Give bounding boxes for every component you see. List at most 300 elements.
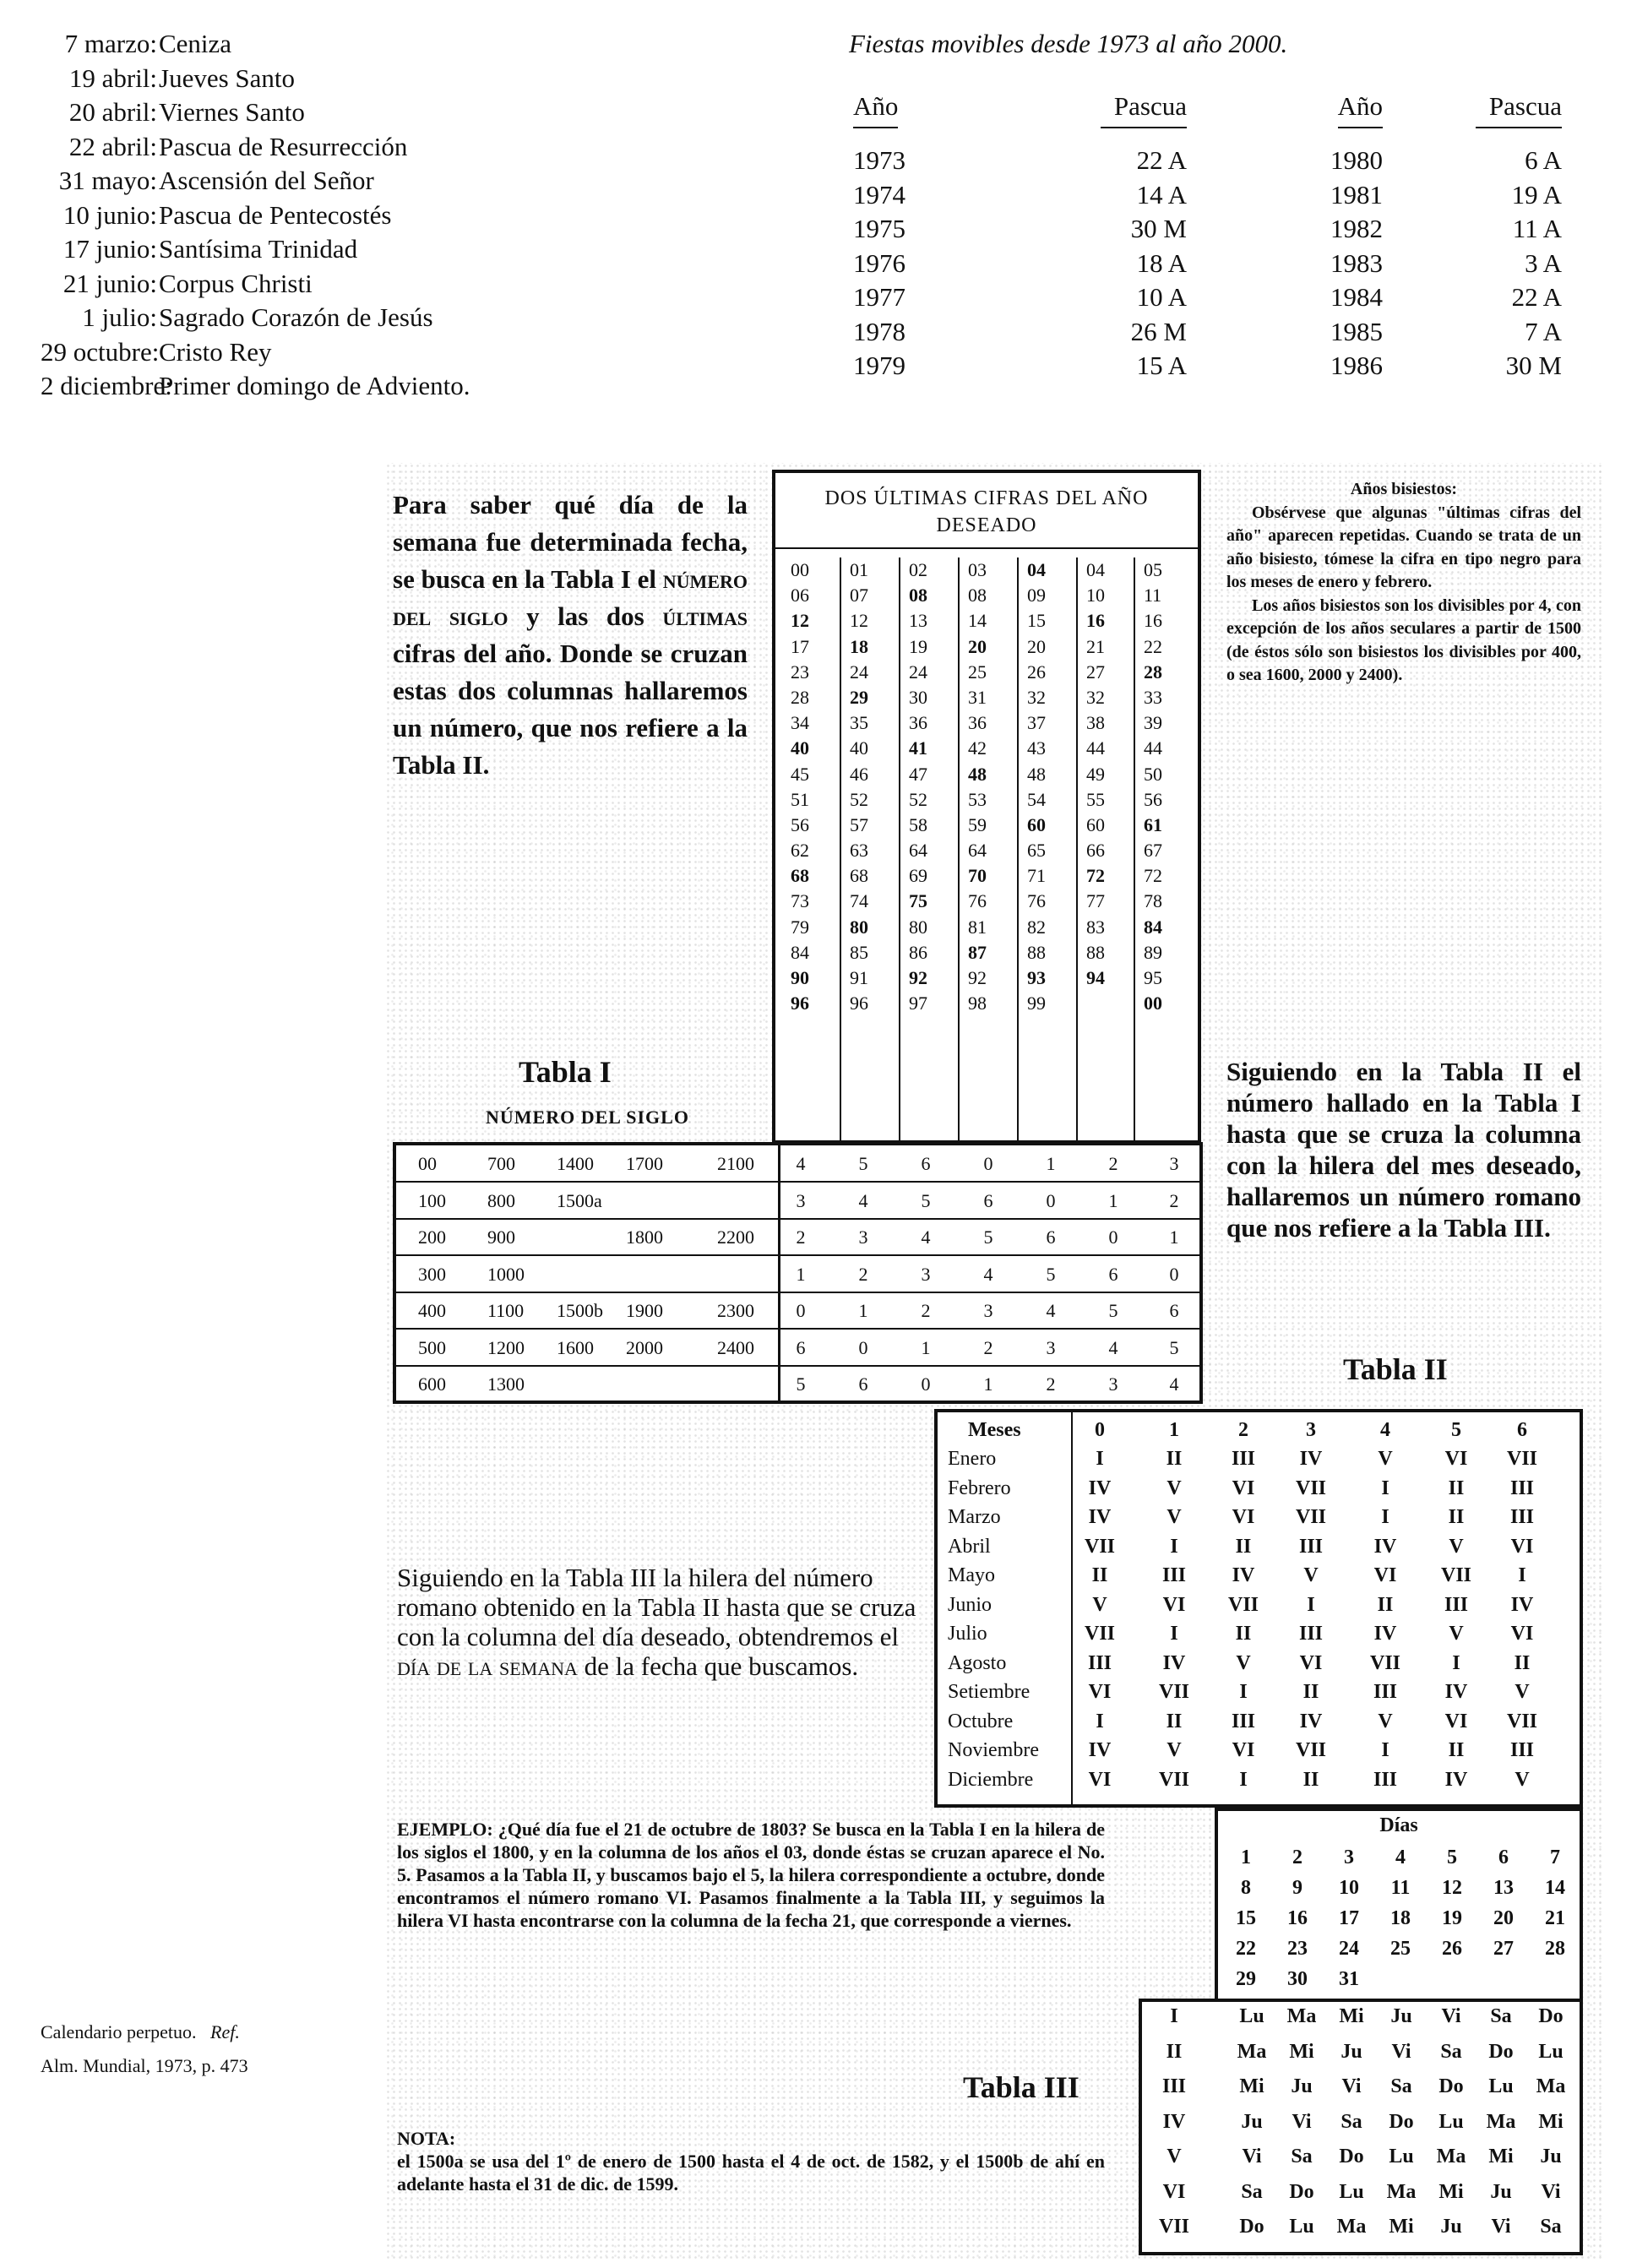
tabla2-roman: V [1303, 1564, 1319, 1586]
tabla2-roman: V [1449, 1623, 1464, 1645]
tabla2-roman: I [1170, 1623, 1178, 1645]
tabla2-roman: III [1373, 1681, 1398, 1703]
last-digits-cell: 53 [968, 788, 987, 810]
last-digits-column [845, 557, 894, 1016]
leap-year-text: Obsérvese que algunas "últimas cifras del año" aparecen repetidas. Cuando se trata de un año bisiesto, tómese la cifra en tipo negro para los meses de enero y febrero. [1226, 503, 1581, 591]
tabla2-roman: I [1381, 1477, 1389, 1499]
tabla2-roman: III [1231, 1448, 1256, 1470]
leap-year-text: Los años bisiestos son los divisibles por 4, con excepción de los años seculares a partir de 1500 (de éstos sólo son bisiestos los divisibles por 400, o sea 1600, 2000 y 2400). [1226, 596, 1581, 684]
tabla1-century: 00 [418, 1153, 437, 1174]
last-digits-cell: 36 [968, 712, 987, 734]
tabla1-value: 5 [1046, 1263, 1056, 1285]
easter-rows [853, 144, 1562, 383]
tabla1-century: 2100 [717, 1153, 754, 1174]
tabla3-day-number: 10 [1339, 1877, 1359, 1899]
tabla3-row [1142, 2111, 1580, 2145]
tabla3-roman: V [1166, 2146, 1182, 2167]
tabla2-roman: VI [1162, 1593, 1186, 1616]
tabla2-month: Noviembre [948, 1739, 1039, 1761]
tabla2-roman: VII [1369, 1651, 1400, 1674]
last-digits-cell: 88 [1027, 941, 1046, 963]
tabla2-roman: VI [1232, 1506, 1255, 1528]
last-digits-cell: 00 [1144, 993, 1162, 1014]
last-digits-cell: 82 [1027, 916, 1046, 938]
last-digits-cell: 81 [968, 916, 987, 938]
tabla2-roman: IV [1232, 1564, 1255, 1586]
feast-name: Pascua de Resurrección [159, 131, 408, 161]
tabla1-century: 500 [418, 1336, 446, 1358]
tabla2-roman: V [1378, 1448, 1393, 1470]
last-digits-cell: 78 [1144, 890, 1162, 912]
last-digits-cell: 32 [1027, 686, 1046, 708]
tabla3-weekday: Vi [1541, 2180, 1561, 2203]
last-digits-cell: 92 [909, 967, 927, 988]
last-digits-cell: 36 [909, 712, 927, 734]
last-digits-cell: 17 [791, 635, 809, 657]
last-digits-cell: 87 [968, 941, 987, 963]
tabla2-roman: VI [1088, 1681, 1112, 1703]
tabla3-weekday: Lu [1488, 2075, 1514, 2097]
last-digits-cell: 40 [791, 737, 809, 759]
tabla3-weekday: Ma [1536, 2075, 1566, 2097]
last-digits-cell: 50 [1144, 763, 1162, 785]
last-digits-cell: 20 [968, 635, 987, 657]
column-divider [1134, 557, 1135, 1140]
tabla1-century: 1600 [557, 1336, 594, 1358]
feast-date: 1 julio: [82, 302, 157, 332]
tabla1-value: 5 [858, 1153, 868, 1174]
last-digits-cell: 99 [1027, 993, 1046, 1014]
tabla2-roman: II [1166, 1448, 1183, 1470]
column-divider [899, 557, 900, 1140]
tabla3-weekday: Mi [1438, 2180, 1464, 2203]
tabla3-weekday: Mi [1389, 2216, 1414, 2238]
tabla2 [934, 1409, 1583, 1808]
feast-name: Ascensión del Señor [159, 166, 374, 195]
tabla3-roman: III [1161, 2075, 1187, 2097]
tabla3-day-number: 19 [1442, 1907, 1462, 1929]
tabla2-roman: IV [1299, 1448, 1323, 1470]
last-digits-cell: 27 [1086, 661, 1105, 683]
easter-row [853, 349, 1562, 383]
last-digits-cell: 98 [968, 993, 987, 1014]
tabla3-days-header: Días [1379, 1814, 1418, 1836]
tabla3-weekday: Do [1239, 2216, 1264, 2238]
tabla1-value: 1 [1108, 1189, 1118, 1211]
tabla1-row [396, 1330, 1199, 1367]
tabla2-row [938, 1619, 1580, 1649]
follow-table3-paragraph [397, 1563, 921, 1681]
caption-source: Alm. Mundial, 1973, p. 473 [41, 2055, 248, 2076]
tabla1-value: 6 [1046, 1226, 1056, 1248]
tabla2-row [938, 1444, 1580, 1474]
follow3-smallcaps: día de la semana [397, 1651, 578, 1681]
tabla3-day-number: 21 [1545, 1907, 1565, 1929]
last-digits-cell: 94 [1086, 967, 1105, 988]
tabla2-row [938, 1532, 1580, 1562]
tabla2-roman: V [1166, 1739, 1182, 1761]
last-digits-cell: 68 [791, 865, 809, 887]
easter-year: 1978 [853, 316, 905, 346]
tabla1-century: 400 [418, 1300, 446, 1321]
tabla3-weekday: Mi [1289, 2040, 1314, 2063]
tabla2-roman: VI [1373, 1564, 1397, 1586]
easter-date: 22 A [1136, 145, 1187, 176]
tabla3-weekday: Mi [1538, 2110, 1563, 2133]
easter-date: 26 M [1130, 316, 1187, 346]
last-digits-cell: 49 [1086, 763, 1105, 785]
tabla2-row [938, 1591, 1580, 1620]
tabla1-century: 1500a [557, 1189, 602, 1211]
easter-header-easter: Pascua [971, 91, 1187, 128]
last-digits-cell: 44 [1144, 737, 1162, 759]
column-divider [958, 557, 960, 1140]
easter-date: 7 A [1525, 316, 1562, 346]
tabla1-century: 2200 [717, 1226, 754, 1248]
tabla2-roman: VII [1440, 1564, 1471, 1586]
last-digits-cell: 21 [1086, 635, 1105, 657]
tabla1-value: 6 [1108, 1263, 1118, 1285]
last-digits-cell: 08 [968, 585, 987, 606]
tabla1-row [396, 1183, 1199, 1220]
tabla2-roman: III [1298, 1535, 1324, 1558]
tabla1-century: 1300 [487, 1373, 525, 1395]
last-digits-cell: 64 [968, 840, 987, 862]
easter-row [853, 247, 1562, 281]
nota-title: NOTA: [397, 2128, 456, 2149]
feast-name: Santísima Trinidad [159, 234, 358, 264]
tabla3-day-number: 12 [1442, 1877, 1462, 1899]
tabla3-weekday: Ma [1336, 2216, 1367, 2238]
tabla3-day-number: 20 [1493, 1907, 1514, 1929]
last-digits-cell: 69 [909, 865, 927, 887]
tabla1-century: 1800 [626, 1226, 663, 1248]
tabla1-value: 6 [1169, 1300, 1179, 1321]
tabla2-title: Tabla II [1343, 1352, 1448, 1386]
last-digits-cell: 66 [1086, 840, 1105, 862]
easter-header-year: Año [1187, 91, 1383, 128]
last-digits-column [1081, 557, 1130, 1016]
tabla1-value: 1 [1169, 1226, 1179, 1248]
tabla2-roman: V [1378, 1710, 1393, 1732]
tabla1-century: 1900 [626, 1300, 663, 1321]
tabla3-weekday: Ju [1390, 2005, 1412, 2027]
tabla1-century: 900 [487, 1226, 515, 1248]
last-digits-title: DOS ÚLTIMAS CIFRAS DEL AÑO DESEADO [824, 487, 1149, 536]
easter-year: 1985 [1330, 316, 1383, 346]
tabla2-roman: VII [1295, 1739, 1326, 1761]
tabla1-row [396, 1292, 1199, 1330]
last-digits-cell: 31 [968, 686, 987, 708]
feast-list [41, 27, 470, 404]
feast-item [41, 27, 470, 62]
last-digits-cell: 95 [1144, 967, 1162, 988]
tabla3-weekday: Ju [1440, 2216, 1462, 2238]
easter-date: 22 A [1511, 282, 1562, 313]
feast-name: Cristo Rey [159, 336, 272, 367]
last-digits-cell: 58 [909, 813, 927, 835]
tabla3-day-number: 2 [1292, 1846, 1302, 1868]
last-digits-cell: 96 [850, 993, 868, 1014]
last-digits-cell: 51 [791, 788, 809, 810]
tabla3-row [1142, 2216, 1580, 2249]
last-digits-table [772, 470, 1201, 1144]
tabla2-roman: I [1381, 1506, 1389, 1528]
tabla2-row [938, 1707, 1580, 1737]
tabla1-century: 300 [418, 1263, 446, 1285]
tabla3-day-row [1218, 1846, 1580, 1877]
feast-date: 19 abril: [68, 63, 157, 93]
feast-date: 2 diciembre: [41, 371, 172, 400]
tabla1-value: 1 [1046, 1153, 1056, 1174]
tabla3-day-number: 5 [1447, 1846, 1457, 1868]
tabla1-row [396, 1219, 1199, 1256]
last-digits-cell: 92 [968, 967, 987, 988]
tabla2-month: Agosto [948, 1651, 1007, 1674]
nota-text: el 1500a se usa del 1º de enero de 1500 hasta el 4 de oct. de 1582, y el 1500b de ahí en adelante hasta el 31 de dic. de 1599. [397, 2151, 1105, 2195]
last-digits-cell: 84 [1144, 916, 1162, 938]
last-digits-cell: 03 [968, 559, 987, 580]
tabla3-day-number: 27 [1493, 1938, 1514, 1960]
feast-date: 29 octubre: [41, 336, 160, 367]
tabla3-weekday: Do [1438, 2075, 1464, 2097]
tabla3-weekday: Lu [1239, 2005, 1264, 2027]
last-digits-cell: 14 [968, 610, 987, 632]
intro-text: y las dos [508, 601, 663, 631]
last-digits-cell: 64 [909, 840, 927, 862]
tabla2-header-months: Meses [968, 1419, 1021, 1441]
tabla2-roman: II [1448, 1506, 1465, 1528]
tabla1-value: 6 [983, 1189, 993, 1211]
last-digits-cell: 80 [850, 916, 868, 938]
tabla1-value: 5 [921, 1189, 931, 1211]
tabla2-roman: II [1448, 1739, 1465, 1761]
tabla3-weekday: Sa [1440, 2040, 1462, 2063]
feast-item [41, 232, 470, 267]
tabla1-century: 700 [487, 1153, 515, 1174]
tabla2-roman: II [1302, 1681, 1319, 1703]
tabla2-month: Junio [948, 1593, 992, 1616]
tabla3-weekday-rows [1139, 1999, 1583, 2255]
easter-date: 6 A [1525, 145, 1562, 176]
last-digits-cell: 16 [1144, 610, 1162, 632]
tabla3-weekday: Do [1389, 2110, 1414, 2133]
last-digits-cell: 68 [850, 865, 868, 887]
tabla3-weekday: Ma [1486, 2110, 1516, 2133]
tabla1-value: 2 [1169, 1189, 1179, 1211]
last-digits-cell: 01 [850, 559, 868, 580]
tabla3-day-number: 8 [1241, 1877, 1251, 1899]
tabla2-roman: IV [1162, 1651, 1186, 1674]
easter-date: 30 M [1505, 351, 1562, 381]
last-digits-cell: 00 [791, 559, 809, 580]
tabla3-weekday: Do [1289, 2180, 1314, 2203]
tabla2-month: Abril [948, 1535, 991, 1558]
tabla1-value: 2 [858, 1263, 868, 1285]
last-digits-cell: 08 [909, 585, 927, 606]
last-digits-cell: 30 [909, 686, 927, 708]
last-digits-cell: 59 [968, 813, 987, 835]
tabla3-day-row [1218, 1907, 1580, 1938]
last-digits-cell: 20 [1027, 635, 1046, 657]
last-digits-cell: 80 [909, 916, 927, 938]
last-digits-cell: 57 [850, 813, 868, 835]
last-digits-cell: 60 [1086, 813, 1105, 835]
last-digits-cell: 86 [909, 941, 927, 963]
tabla2-roman: II [1166, 1710, 1183, 1732]
easter-date: 18 A [1136, 247, 1187, 278]
easter-row [853, 280, 1562, 315]
tabla1-value: 0 [796, 1300, 806, 1321]
tabla2-roman: IV [1299, 1710, 1323, 1732]
column-divider [1076, 557, 1078, 1140]
tabla3-day-number: 26 [1442, 1938, 1462, 1960]
tabla3-roman: II [1166, 2040, 1183, 2063]
easter-header-easter: Pascua [1383, 91, 1562, 128]
tabla3-roman: VI [1162, 2180, 1186, 2203]
last-digits-cell: 96 [791, 993, 809, 1014]
tabla1-value: 2 [1046, 1373, 1056, 1395]
tabla1-value: 3 [1169, 1153, 1179, 1174]
last-digits-cell: 19 [909, 635, 927, 657]
tabla2-header-row [938, 1416, 1580, 1445]
tabla1-century: 1700 [626, 1153, 663, 1174]
tabla2-roman: VII [1227, 1593, 1259, 1616]
tabla2-month: Enero [948, 1448, 997, 1470]
tabla2-roman: V [1166, 1477, 1182, 1499]
last-digits-cell: 65 [1027, 840, 1046, 862]
easter-year: 1979 [853, 351, 905, 381]
last-digits-cell: 73 [791, 890, 809, 912]
tabla1-value: 0 [983, 1153, 993, 1174]
easter-date: 11 A [1512, 214, 1562, 244]
last-digits-cell: 60 [1027, 813, 1046, 835]
tabla3-weekday: Ju [1241, 2110, 1263, 2133]
tabla2-roman: VII [1084, 1623, 1115, 1645]
tabla3-weekday: Sa [1490, 2005, 1512, 2027]
last-digits-cell: 29 [850, 686, 868, 708]
tabla3-weekday: Mi [1239, 2075, 1264, 2097]
intro-text: cifras del año. Donde se cruzan estas dos columnas hallaremos un número, que nos refiere a la Tabla II. [393, 639, 748, 780]
caption-ref: Ref. [210, 2021, 240, 2042]
tabla2-roman: VII [1506, 1710, 1537, 1732]
tabla3-day-number: 30 [1287, 1968, 1308, 1990]
tabla1-century: 600 [418, 1373, 446, 1395]
tabla1 [393, 1142, 1203, 1404]
tabla2-roman: IV [1373, 1623, 1397, 1645]
tabla3-day-number: 31 [1339, 1968, 1359, 1990]
tabla3-weekday: Ju [1291, 2075, 1313, 2097]
feast-item [41, 130, 470, 165]
tabla3-day-number: 11 [1390, 1877, 1411, 1899]
tabla3-weekday: Ju [1540, 2146, 1562, 2167]
tabla2-roman: VI [1510, 1623, 1534, 1645]
tabla1-value: 1 [983, 1373, 993, 1395]
tabla2-roman: VI [1299, 1651, 1323, 1674]
tabla2-roman: II [1448, 1477, 1465, 1499]
feast-name: Pascua de Pentecostés [159, 199, 392, 230]
tabla2-roman: III [1509, 1739, 1535, 1761]
feast-item [41, 95, 470, 130]
tabla3-day-number: 29 [1236, 1968, 1256, 1990]
intro-text: Para saber qué día de la semana fue determinada fecha, se busca en la Tabla I el [393, 490, 748, 594]
tabla2-roman: IV [1373, 1535, 1397, 1558]
tabla2-roman: IV [1088, 1739, 1112, 1761]
tabla1-subtitle: NÚMERO DEL SIGLO [486, 1107, 689, 1128]
last-digits-cell: 56 [1144, 788, 1162, 810]
tabla2-column-number: 2 [1238, 1419, 1248, 1441]
tabla1-value: 5 [1169, 1336, 1179, 1358]
tabla2-roman: IV [1444, 1681, 1468, 1703]
last-digits-cell: 88 [1086, 941, 1105, 963]
tabla1-value: 0 [1046, 1189, 1056, 1211]
tabla3-weekday: Vi [1391, 2040, 1411, 2063]
tabla3-day-number: 9 [1292, 1877, 1302, 1899]
easter-date: 10 A [1136, 282, 1187, 313]
last-digits-cell: 79 [791, 916, 809, 938]
tabla2-column-number: 1 [1169, 1419, 1179, 1441]
tabla3-days [1215, 1808, 1583, 2002]
tabla2-roman: V [1236, 1651, 1251, 1674]
tabla3-row [1142, 2181, 1580, 2215]
last-digits-cell: 85 [850, 941, 868, 963]
tabla3-day-row [1218, 1877, 1580, 1907]
last-digits-cell: 83 [1086, 916, 1105, 938]
tabla3-weekday: Lu [1538, 2040, 1563, 2063]
tabla1-century: 1200 [487, 1336, 525, 1358]
last-digits-cell: 46 [850, 763, 868, 785]
feast-item [41, 199, 470, 233]
leap-year-title: Años bisiestos: [1350, 480, 1458, 498]
tabla1-value: 4 [858, 1189, 868, 1211]
last-digits-cell: 37 [1027, 712, 1046, 734]
last-digits-cell: 75 [909, 890, 927, 912]
tabla1-value: 5 [1108, 1300, 1118, 1321]
last-digits-cell: 39 [1144, 712, 1162, 734]
tabla2-roman: VI [1088, 1768, 1112, 1791]
tabla2-row [938, 1765, 1580, 1795]
tabla2-roman: VI [1510, 1535, 1534, 1558]
tabla3-roman: I [1170, 2005, 1178, 2027]
tabla1-value: 6 [858, 1373, 868, 1395]
feast-item [41, 369, 470, 404]
last-digits-cell: 70 [968, 865, 987, 887]
last-digits-cell: 72 [1086, 865, 1105, 887]
last-digits-cell: 23 [791, 661, 809, 683]
tabla3-row [1142, 2005, 1580, 2039]
tabla1-century: 1400 [557, 1153, 594, 1174]
last-digits-cell: 04 [1086, 559, 1105, 580]
last-digits-column [963, 557, 1012, 1016]
tabla1-century: 100 [418, 1189, 446, 1211]
tabla3-day-number: 18 [1390, 1907, 1411, 1929]
last-digits-cell: 28 [791, 686, 809, 708]
tabla2-row [938, 1678, 1580, 1707]
tabla1-century: 2400 [717, 1336, 754, 1358]
tabla1-value: 6 [796, 1336, 806, 1358]
easter-date: 19 A [1511, 179, 1562, 209]
tabla2-row [938, 1561, 1580, 1591]
last-digits-cell: 18 [850, 635, 868, 657]
feast-name: Viernes Santo [159, 97, 305, 127]
last-digits-cell: 84 [791, 941, 809, 963]
feast-date: 7 marzo: [64, 29, 157, 58]
last-digits-cell: 52 [850, 788, 868, 810]
easter-year: 1973 [853, 145, 905, 176]
tabla2-roman: III [1444, 1593, 1469, 1616]
tabla2-roman: II [1514, 1651, 1531, 1674]
tabla1-value: 3 [921, 1263, 931, 1285]
